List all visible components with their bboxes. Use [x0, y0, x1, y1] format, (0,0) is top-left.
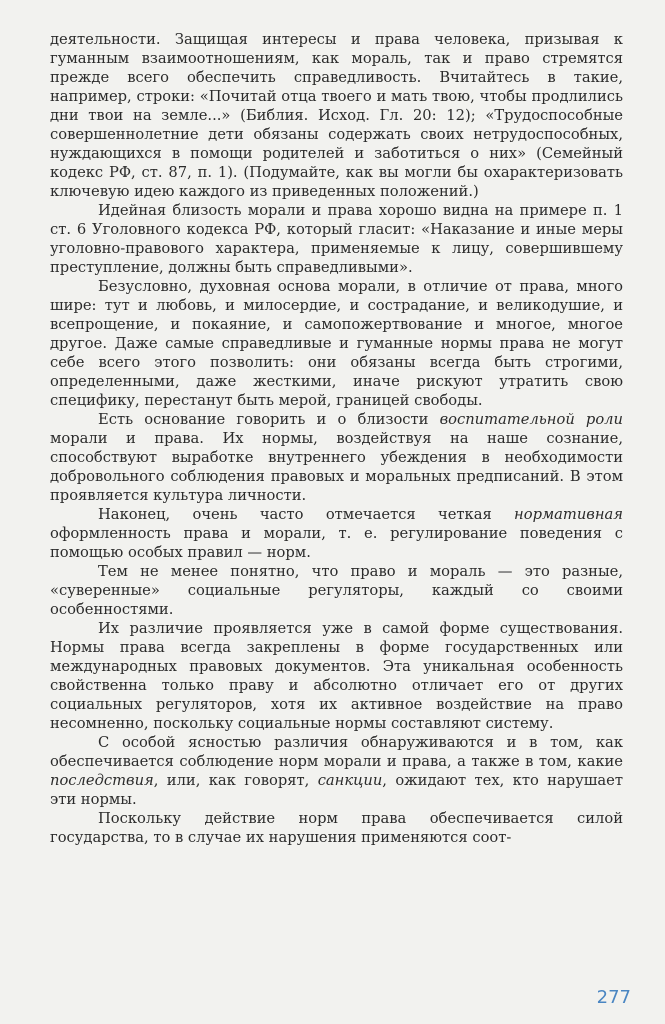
- paragraph-1: [50, 30, 623, 201]
- paragraph-9: [50, 809, 623, 847]
- italic-term: воспитательной роли: [439, 411, 623, 428]
- text-segment: Есть основание говорить и о близости: [98, 411, 440, 428]
- paragraph-8: [50, 733, 623, 809]
- paragraph-6: [50, 562, 623, 619]
- italic-term: санкции: [317, 772, 383, 789]
- page-number: 277: [596, 987, 631, 1008]
- text-segment: морали и права. Их нормы, воздействуя на наше сознание, способствуют выработке внутреннего убеждения в необходимости добровольного соблюдения правовых и моральных предписаний. В этом проявляется культура личности.: [50, 430, 623, 504]
- text-segment: Идейная близость морали и права хорошо видна на примере п. 1 ст. 6 Уголовного кодекса РФ, который гласит: «Наказание и иные меры уголовно-правового характера, применяемые к лицу, совершившему преступление, должны быть справедливыми».: [50, 202, 623, 276]
- text-segment: С особой ясностью различия обнаруживаются и в том, как обеспечивается соблюдение норм морали и права, а также в том, какие: [50, 734, 623, 770]
- paragraph-2: [50, 201, 623, 277]
- text-segment: , или, как говорят,: [153, 772, 318, 789]
- text-segment: Безусловно, духовная основа морали, в отличие от права, много шире: тут и любовь, и милосердие, и сострадание, и великодушие, и всепрощение, и покаяние, и самопожертвование и многое, многое другое. Даже самые справедливые и гуманные нормы права не могут себе всего этого позволить: они обязаны всегда быть строгими, определенными, даже жесткими, иначе рискуют утратить свою специфику, перестанут быть мерой, границей свободы.: [50, 278, 623, 409]
- italic-term: нормативная: [514, 506, 623, 523]
- text-segment: Тем не менее понятно, что право и мораль — это разные, «суверенные» социальные регуляторы, каждый со своими особенностями.: [50, 563, 623, 618]
- paragraph-4: [50, 410, 623, 505]
- paragraph-3: [50, 277, 623, 410]
- paragraph-7: [50, 619, 623, 733]
- text-segment: Их различие проявляется уже в самой форме существования. Нормы права всегда закреплены в форме государственных или международных правовых документов. Эта уникальная особенность свойственна только праву и абсолютно отличает его от других социальных регуляторов, хотя их активное воздействие на право несомненно, поскольку социальные нормы составляют систему.: [50, 620, 623, 732]
- paragraph-5: [50, 505, 623, 562]
- text-segment: деятельности. Защищая интересы и права человека, призывая к гуманным взаимоотношениям, как мораль, так и право стремятся прежде всего обеспечить справедливость. Вчитайтесь в такие, например, строки: «Почитай отца твоего и мать твою, чтобы продлились дни твои на земле...» (Библия. Исход. Гл. 20: 12); «Трудоспособные совершеннолетние дети обязаны содержать своих нетрудоспособных, нуждающихся в помощи родителей и заботиться о них» (Семейный кодекс РФ, ст. 87, п. 1). (Подумайте, как вы могли бы охарактеризовать ключевую идею каждого из приведенных положений.): [50, 31, 623, 200]
- text-segment: Поскольку действие норм права обеспечивается силой государства, то в случае их нарушения применяются соот-: [50, 810, 623, 846]
- text-segment: Наконец, очень часто отмечается четкая: [98, 506, 515, 523]
- text-segment: , ожидают тех, кто нарушает эти нормы.: [50, 772, 623, 808]
- italic-term: последствия: [50, 772, 154, 789]
- page-text: [50, 30, 623, 847]
- text-segment: оформленность права и морали, т. е. регулирование поведения с помощью особых правил — норм.: [50, 525, 623, 561]
